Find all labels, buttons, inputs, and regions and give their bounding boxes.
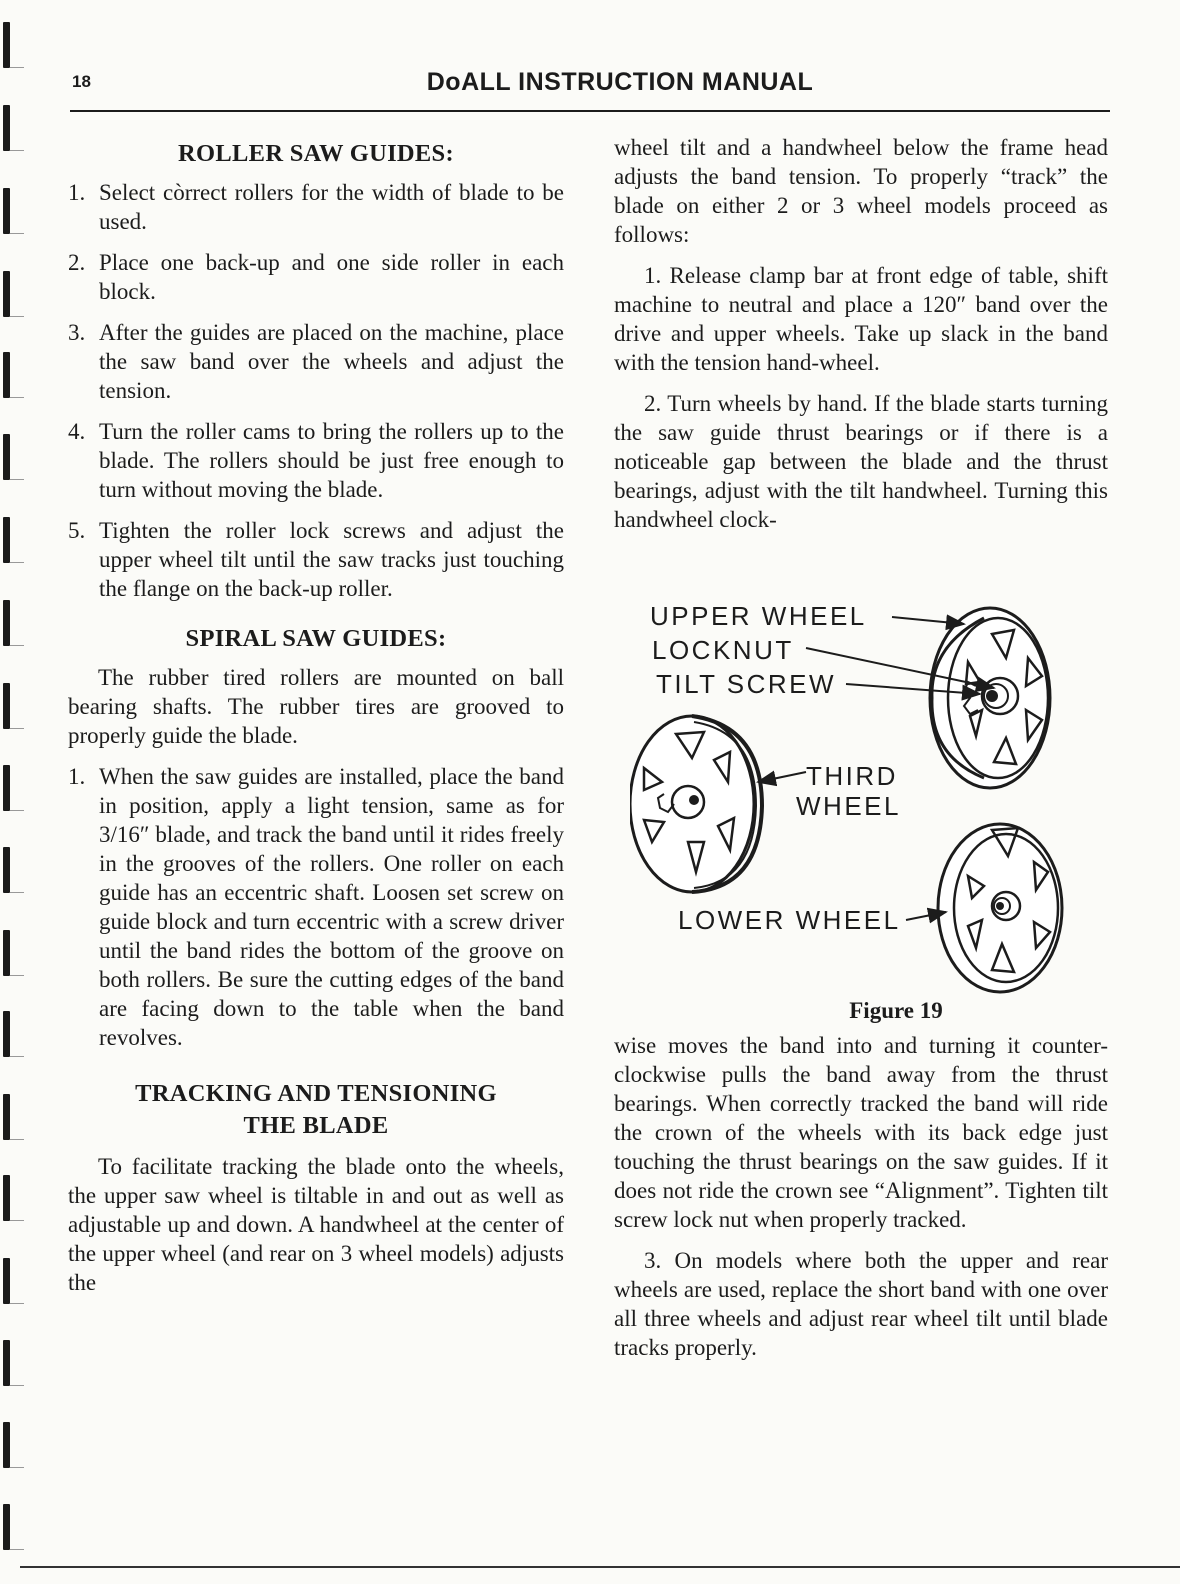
- list-item: [68, 318, 564, 405]
- list-text: When the saw guides are installed, place the band in position, apply a light tension, same as for 3/16″ blade, and track the band until it rides freely in the grooves of the rollers. One roller on each guide has an eccentric shaft. Loosen set screw on guide block and turn eccentric with a screw driver until the band rides the bottom of the groove on both rollers. Be sure the cutting edges of the band are facing down to the table when the band revolves.: [99, 764, 564, 1050]
- binding-mark: [3, 1175, 10, 1221]
- list-number: 3.: [68, 320, 86, 345]
- tracking-heading-line-1: TRACKING AND TENSIONING: [135, 1080, 497, 1107]
- binding-mark: [3, 1094, 10, 1140]
- header-rule: [70, 110, 1110, 112]
- label-tilt-screw: TILT SCREW: [656, 669, 837, 699]
- label-lower-wheel: LOWER WHEEL: [678, 905, 901, 935]
- right-column-top: [614, 133, 1108, 534]
- list-item: [68, 417, 564, 504]
- binding-mark: [3, 434, 10, 480]
- binding-mark: [3, 188, 10, 234]
- list-item: [68, 178, 564, 236]
- binding-mark: [3, 271, 10, 317]
- spiral-saw-guides-heading: SPIRAL SAW GUIDES:: [185, 625, 447, 652]
- list-number: 4.: [68, 419, 86, 444]
- list-number: 2.: [68, 250, 86, 275]
- tracking-paragraph: To facilitate tracking the blade onto the wheels, the upper saw wheel is tiltable in and out as well as adjustable up and down. A handwheel at the center of the upper wheel (and rear on 3 wheel models) adjusts the: [68, 1154, 564, 1295]
- list-text: After the guides are placed on the machine, place the saw band over the wheels and adjust the tension.: [99, 320, 564, 403]
- binding-mark: [3, 1258, 10, 1304]
- binding-mark: [3, 683, 10, 729]
- third-wheel-arrow: [758, 772, 806, 782]
- label-third-wheel-line-1: THIRD: [806, 761, 898, 791]
- list-item: [68, 516, 564, 603]
- label-upper-wheel: UPPER WHEEL: [650, 601, 867, 631]
- binding-mark: [3, 930, 10, 976]
- binding-mark: [3, 600, 10, 646]
- binding-mark: [3, 1422, 10, 1468]
- figure-19: [630, 601, 1108, 1031]
- list-number: 5.: [68, 518, 86, 543]
- right-column-bottom: [614, 1031, 1108, 1362]
- tracking-heading-line-2: THE BLADE: [243, 1112, 389, 1139]
- label-locknut: LOCKNUT: [652, 635, 794, 665]
- roller-saw-guides-heading: ROLLER SAW GUIDES:: [178, 140, 454, 167]
- binding-mark: [3, 105, 10, 151]
- list-text: Tighten the roller lock screws and adjust the upper wheel tilt until the saw tracks just touching the flange on the back-up roller.: [99, 518, 564, 601]
- upper-wheel-drawing: [930, 608, 1050, 788]
- binding-mark: [3, 765, 10, 811]
- list-number: 1.: [68, 180, 86, 205]
- figure-caption: Figure 19: [849, 998, 943, 1023]
- page-number: 18: [72, 72, 91, 91]
- step-2-continued-paragraph: wise moves the band into and turning it counter-clockwise pulls the band away from the thrust bearings. When correctly tracked the band will ride the crown of the wheels with its back edge just touching the thrust bearings on the saw guides. If it does not ride the crown see “Alignment”. Tighten tilt screw lock nut when properly tracked.: [614, 1033, 1108, 1232]
- left-column: [68, 128, 564, 1297]
- list-item: [68, 762, 564, 1052]
- binding-mark: [3, 22, 10, 68]
- step-3-paragraph: 3. On models where both the upper and rear wheels are used, replace the short band with one over all three wheels and adjust rear wheel tilt until blade tracks properly.: [614, 1248, 1108, 1360]
- upper-wheel-arrow: [892, 617, 964, 624]
- running-header-title: DoALL INSTRUCTION MANUAL: [426, 68, 814, 96]
- list-text: Place one back-up and one side roller in each block.: [99, 250, 564, 304]
- continued-paragraph: wheel tilt and a handwheel below the frame head adjusts the band tension. To properly “track” the blade on either 2 or 3 wheel models proceed as follows:: [614, 135, 1108, 247]
- binding-edge: [0, 0, 30, 1584]
- lower-wheel-drawing: [938, 824, 1062, 992]
- step-1-paragraph: 1. Release clamp bar at front edge of table, shift machine to neutral and place a 120″ band over the drive and upper wheels. Take up slack in the band with the tension hand-wheel.: [614, 263, 1108, 375]
- label-third-wheel-line-2: WHEEL: [796, 791, 901, 821]
- list-text: Select còrrect rollers for the width of blade to be used.: [99, 180, 564, 234]
- spiral-intro-paragraph: The rubber tired rollers are mounted on ball bearing shafts. The rubber tires are grooved to properly guide the blade.: [68, 665, 564, 748]
- third-wheel-drawing: [630, 716, 762, 892]
- binding-mark: [3, 352, 10, 398]
- binding-mark: [3, 1504, 10, 1550]
- list-text: Turn the roller cams to bring the rollers up to the blade. The rollers should be just free enough to turn without moving the blade.: [99, 419, 564, 502]
- binding-mark: [3, 1011, 10, 1057]
- binding-mark: [3, 1340, 10, 1386]
- bottom-rule: [20, 1566, 1180, 1568]
- list-number: 1.: [68, 764, 86, 789]
- binding-mark: [3, 517, 10, 563]
- list-item: [68, 248, 564, 306]
- binding-mark: [3, 847, 10, 893]
- step-2-paragraph: 2. Turn wheels by hand. If the blade starts turning the saw guide thrust bearings or if there is a noticeable gap between the blade and the thrust bearings, adjust with the tilt handwheel. Turning this handwheel clock-: [614, 391, 1108, 532]
